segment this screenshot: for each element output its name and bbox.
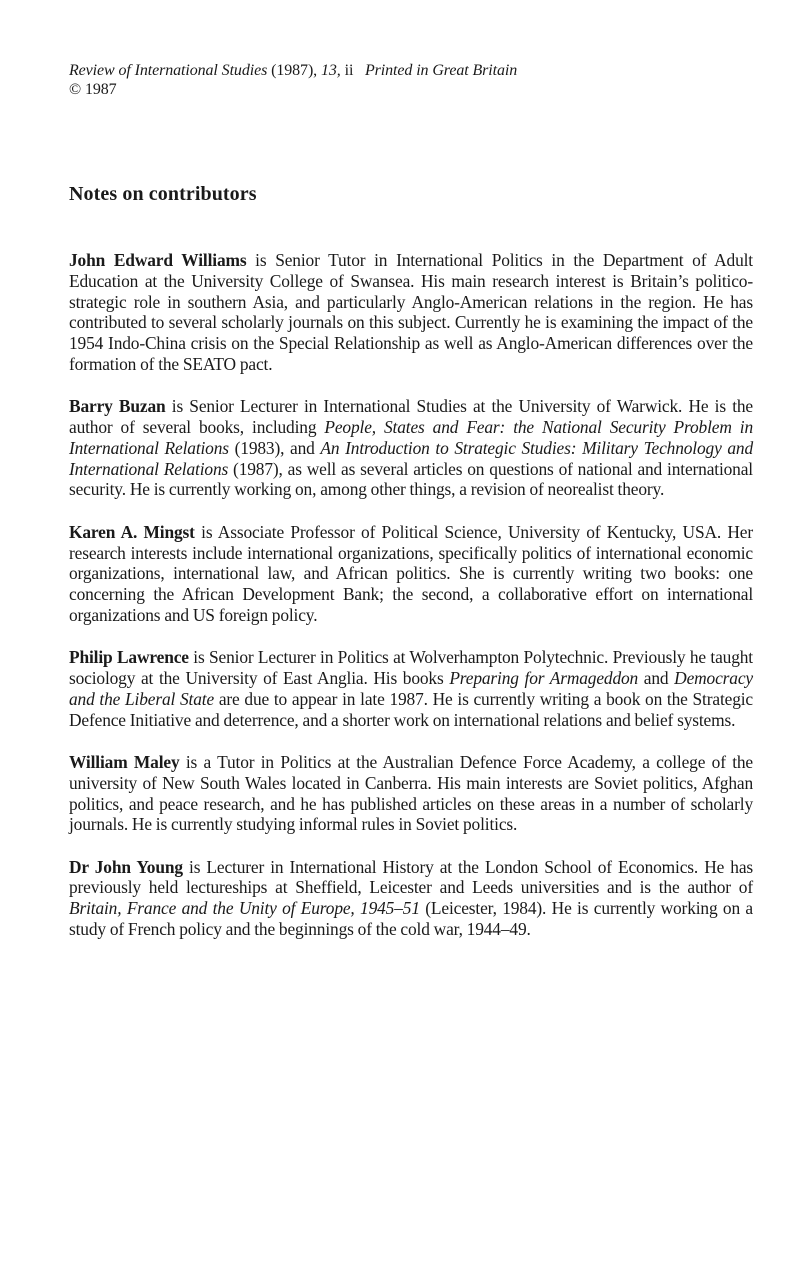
contributor-name: William Maley bbox=[69, 751, 180, 772]
journal-volume: 13, bbox=[320, 62, 341, 79]
bio-text: (1983), and bbox=[228, 437, 321, 458]
contributor-entry bbox=[69, 250, 753, 375]
contributor-name: Barry Buzan bbox=[69, 396, 166, 417]
contributor-name: John Edward Williams bbox=[69, 250, 247, 270]
page-title: Notes on contributors bbox=[69, 183, 257, 205]
contributor-entry bbox=[69, 857, 753, 940]
journal-title: Review of International Studies bbox=[69, 62, 268, 79]
bio-text: is Senior Tutor in International Politics in the Department of Adult Education at the University College of Swansea. His main research interest is Britain’s politico-strategic role in southern Asia, and particularly Anglo-American relations in the region. He has contributed to several scholarly journals on this subject. Currently he is examining the impact of the 1954 Indo-China crisis on the Special Relationship as well as Anglo-American differences over the formation of the SEATO pact. bbox=[69, 250, 753, 374]
book-title: Britain, France and the Unity of Europe, 1945–51 bbox=[69, 898, 420, 919]
bio-text: is a Tutor in Politics at the Australian Defence Force Academy, a college of the university of New South Wales located in Canberra. His main interests are Soviet politics, Afghan politics, and peace research, and he has published articles on these areas in a number of scholarly journals. He is currently studying informal rules in Soviet politics. bbox=[69, 751, 753, 835]
journal-year: (1987), bbox=[271, 62, 318, 79]
bio-text: (1987), as well as several articles on questions of national and international security. He is currently working on, among other things, a revision of neorealist theory. bbox=[69, 458, 753, 500]
citation-line bbox=[69, 61, 517, 80]
book-title: An Introduction to Strategic Studies: Military Technology and International Relations bbox=[69, 437, 754, 479]
contributor-entry bbox=[69, 396, 753, 500]
contributor-entry bbox=[69, 752, 753, 835]
book-title: Preparing for Armageddon bbox=[449, 668, 639, 689]
bio-text: (Leicester, 1984). He is currently working on a study of French policy and the beginnings of the cold war, 1944–49. bbox=[69, 898, 754, 940]
contributor-name: Philip Lawrence bbox=[69, 647, 189, 668]
copyright-line: © 1987 bbox=[69, 81, 117, 98]
printed-in: Printed in Great Britain bbox=[365, 62, 518, 79]
bio-text: is Associate Professor of Political Science, University of Kentucky, USA. Her research interests include international organizations, specifically politics of international economic organizations, international law, and African politics. She is currently writing two books: one concerning the African Development Bank; the second, a collaborative effort on international organizations and US foreign policy. bbox=[69, 521, 754, 625]
book-title: Democracy and the Liberal State bbox=[69, 668, 753, 709]
bio-text: are due to appear in late 1987. He is currently writing a book on the Strategic Defence Initiative and deterrence, and a shorter work on international relations and belief systems. bbox=[69, 688, 753, 730]
contributor-name: Dr John Young bbox=[69, 856, 183, 877]
contributor-name: Karen A. Mingst bbox=[69, 521, 195, 542]
bio-text: and bbox=[638, 668, 675, 689]
book-title: People, States and Fear: the National Security Problem in International Relations bbox=[69, 417, 753, 458]
bio-text: is Senior Lecturer in Politics at Wolverhampton Polytechnic. Previously he taught sociology at the University of East Anglia. His books bbox=[69, 647, 753, 689]
journal-header bbox=[69, 61, 517, 99]
contributor-list bbox=[69, 250, 753, 961]
bio-text: is Senior Lecturer in International Studies at the University of Warwick. He is the author of several books, including bbox=[69, 396, 753, 438]
contributor-entry bbox=[69, 647, 753, 730]
contributor-entry bbox=[69, 522, 753, 626]
bio-text: is Lecturer in International History at the London School of Economics. He has previously held lectureships at Sheffield, Leicester and Leeds universities and is the author of bbox=[69, 856, 754, 898]
journal-issue: ii bbox=[344, 62, 354, 79]
